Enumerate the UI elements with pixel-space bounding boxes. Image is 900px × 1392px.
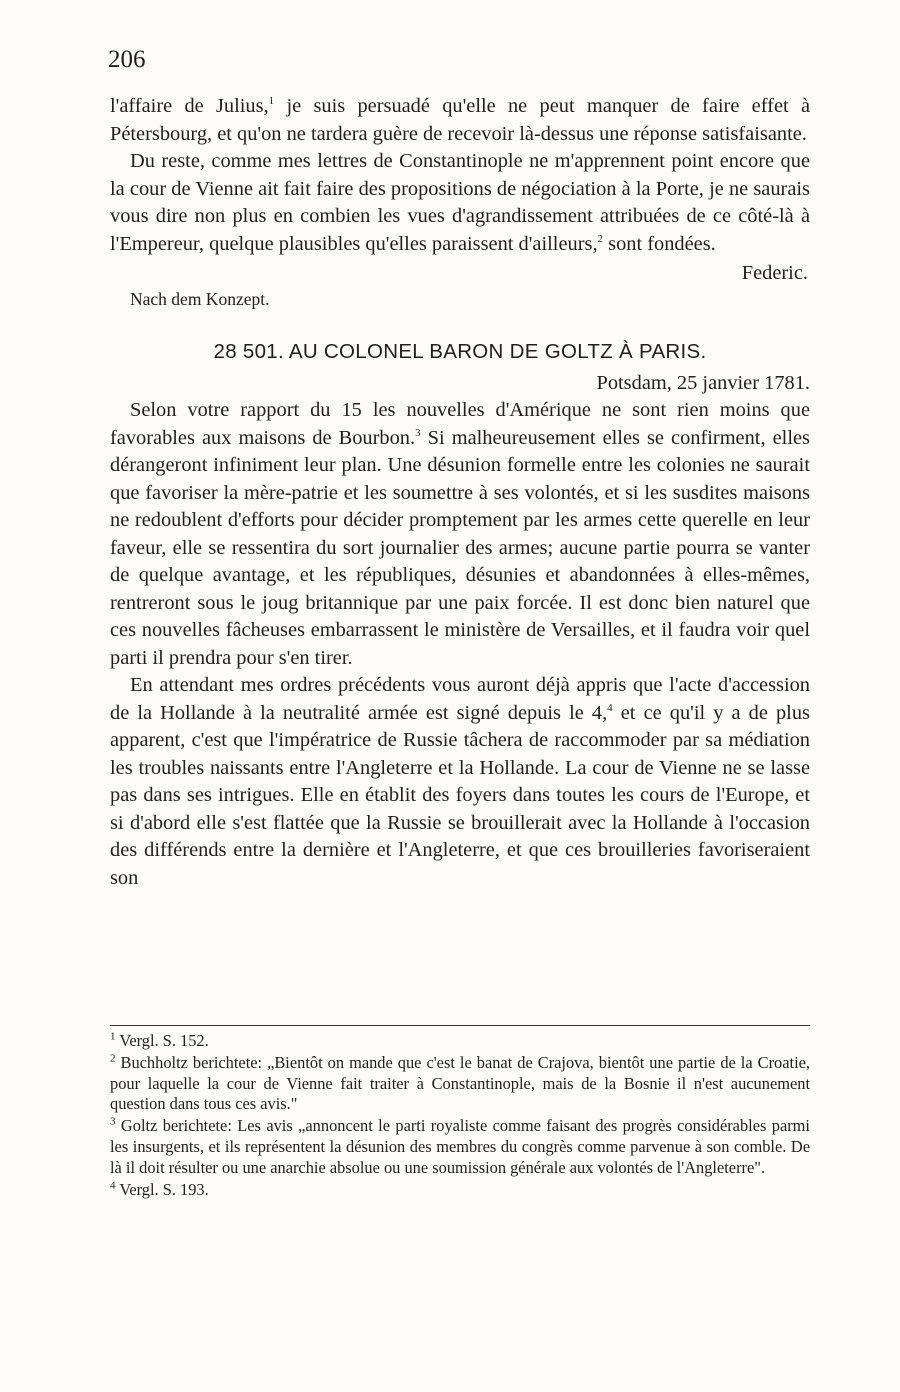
- footnote: [110, 1053, 810, 1115]
- footnote-text: Vergl. S. 193.: [119, 1179, 209, 1199]
- paragraph-text: l'affaire de Julius,: [110, 95, 269, 117]
- footnote-number: 1: [110, 1030, 116, 1043]
- footnote: [110, 1031, 810, 1052]
- footnote: [110, 1116, 810, 1178]
- footnote-ref[interactable]: 4: [607, 701, 613, 714]
- paragraph-continued: [110, 93, 810, 148]
- footnote-text: Vergl. S. 152.: [119, 1031, 209, 1050]
- footnote-text: Goltz berichtete: Les avis „annoncent le parti royaliste comme faisant des progrès considérables parmi les insurgents, et ils représentent la désunion des membres du congrès comme parvenue à son comble. De là il doit résulter ou une anarchie absolue ou une soumission générale aux volontés de l'Angleterre".: [110, 1116, 810, 1177]
- paragraph-text: sont fondées.: [603, 232, 716, 255]
- paragraph-text: En attendant mes ordres précédents vous auront déjà appris que l'acte d'accession de la Hollande à la neutralité armée est signé depuis le 4,: [110, 674, 810, 724]
- footnote-text: Buchholtz berichtete: „Bientôt on mande que c'est le banat de Crajova, bientôt une partie de la Croatie, pour laquelle la cour de Vienne fait traiter à Constantinople, mais de la Bosnie il n'est aucunement question dans tous ces avis.": [110, 1052, 810, 1114]
- footnote-ref[interactable]: 1: [268, 95, 275, 108]
- paragraph-text: je suis persuadé qu'elle ne peut manquer de faire effet à Pétersbourg, et qu'on ne tardera guère de recevoir là-dessus une réponse satisfaisante.: [110, 95, 810, 145]
- paragraph: [110, 397, 810, 672]
- letter-closing: [110, 258, 810, 310]
- paragraph-text: et ce qu'il y a de plus apparent, c'est que l'impératrice de Russie tâchera de raccommoder par sa médiation les troubles naissants entre l'Angleterre et la Hollande. La cour de Vienne ne se lasse pas dans ses intrigues. Elle en établit des foyers dans toutes les cours de l'Europe, et si d'abord elle s'est flattée que la Russie se brouillerait avec la Hollande à l'occasion des différends entre la dernière et l'Angleterre, et que ces brouilleries favoriseraient son: [110, 701, 810, 889]
- footnote-divider: [110, 1025, 810, 1026]
- page-number: 206: [108, 46, 146, 73]
- footnote: [110, 1180, 810, 1201]
- paragraph-text: Du reste, comme mes lettres de Constantinople ne m'apprennent point encore que la cour de Vienne ait fait faire des propositions de négociation à la Porte, je ne saurais vous dire non plus en combien les vues d'agrandissement attribuées de ce côté-là à l'Empereur, quelque plausibles qu'elles paraissent d'ailleurs,: [110, 150, 810, 255]
- main-text: [110, 93, 810, 892]
- source-note: Nach dem Konzept.: [130, 289, 270, 309]
- footnote-number: 4: [110, 1179, 116, 1192]
- footnotes: [110, 1031, 810, 1201]
- footnote-number: 2: [110, 1052, 116, 1065]
- letter-title: 28 501. AU COLONEL BARON DE GOLTZ À PARIS.: [213, 340, 707, 363]
- paragraph-text: Selon votre rapport du 15 les nouvelles d'Amérique ne sont rien moins que favorables aux maisons de Bourbon.: [110, 399, 810, 449]
- footnote-ref[interactable]: 3: [415, 426, 421, 439]
- dateline: Potsdam, 25 janvier 1781.: [596, 371, 810, 394]
- paragraph: [110, 148, 810, 258]
- paragraph: [110, 672, 810, 892]
- footnote-number: 3: [110, 1115, 116, 1128]
- paragraph-text: Si malheureusement elles se confirment, elles dérangeront infiniment leur plan. Une désunion formelle entre les colonies ne saurait que favoriser la mère-patrie et les soumettre à ses volontés, et si les susdites maisons ne redoublent d'efforts pour décider promptement par les armes cette querelle en leur faveur, elle se ressentira du sort journalier des armes; aucune partie pourra se vanter de quelque avantage, et les républiques, désunies et abandonnées à elles-mêmes, rentreront sous le joug britannique par une paix forcée. Il est donc bien naturel que ces nouvelles fâcheuses embarrassent le ministère de Versailles, et il faudra voir quel parti il prendra pour s'en tirer.: [110, 426, 810, 669]
- signature: Federic.: [741, 262, 808, 284]
- footnote-ref[interactable]: 2: [597, 232, 604, 245]
